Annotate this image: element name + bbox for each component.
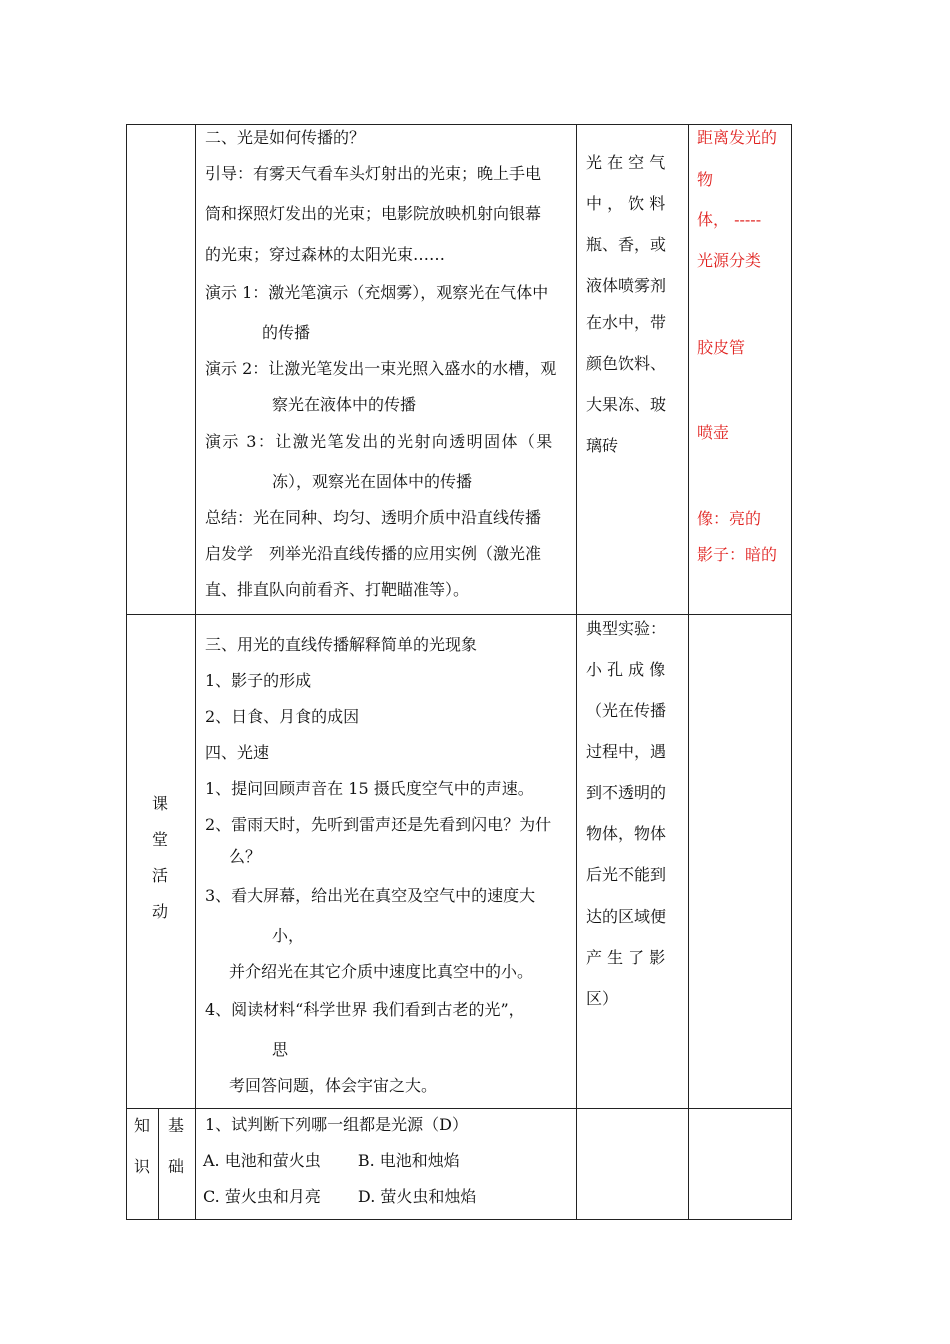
row-label-char: 础 <box>168 1157 185 1176</box>
speed-item-4-line-3: 考回答问题，体会宇宙之大。 <box>229 1076 438 1095</box>
materials-line: 颜色饮料、 <box>586 354 667 373</box>
experiment-line: 区） <box>586 989 619 1008</box>
materials-line: 液体喷雾剂 <box>586 276 667 295</box>
speed-item-3-line-1: 3、看大屏幕，给出光在真空及空气中的速度大 <box>205 886 536 905</box>
summary-line: 总结：光在同种、均匀、透明介质中沿直线传播 <box>205 508 542 527</box>
speed-item-4-line-2: 思 <box>272 1040 289 1059</box>
table-border-bottom <box>126 1219 792 1220</box>
table-border-right <box>791 124 792 1220</box>
experiment-line: 小 孔 成 像 <box>586 660 666 679</box>
speed-item-3-line-3: 并介绍光在其它介质中速度比真空中的小。 <box>229 962 534 981</box>
column-divider-3 <box>688 124 689 1220</box>
speed-item-4-line-1: 4、阅读材料“科学世界 我们看到古老的光”， <box>205 1000 525 1019</box>
materials-line: 璃砖 <box>586 436 619 455</box>
experiment-line: 后光不能到 <box>586 865 667 884</box>
section-heading-propagation: 二、光是如何传播的？ <box>205 128 366 147</box>
experiment-line: 典型实验： <box>586 619 667 638</box>
question-options-cd: C. 萤火虫和月亮 D. 萤火虫和烛焰 <box>203 1187 477 1206</box>
experiment-line: 物体，物体 <box>586 824 667 843</box>
column-divider-1 <box>195 124 196 1220</box>
question-options-ab: A. 电池和萤火虫 B. 电池和烛焰 <box>203 1151 460 1170</box>
note-line: 像：亮的 <box>697 509 762 528</box>
section-heading-speed: 四、光速 <box>205 743 270 762</box>
row-label-char: 基 <box>168 1116 185 1135</box>
inspire-line-1: 启发学 列举光沿直线传播的应用实例（激光准 <box>205 544 542 563</box>
row-label-char: 知 <box>134 1116 151 1135</box>
experiment-line: 产 生 了 影 <box>586 948 666 967</box>
row-label-char: 识 <box>134 1157 151 1176</box>
column-divider-label-sub <box>158 1108 159 1220</box>
experiment-line: （光在传播 <box>586 701 667 720</box>
row-label-char: 堂 <box>152 830 169 849</box>
row-label-char: 动 <box>152 902 169 921</box>
demo3-line-2: 冻），观察光在固体中的传播 <box>272 472 473 491</box>
inspire-line-2: 直、排直队向前看齐、打靶瞄准等）。 <box>205 580 470 599</box>
materials-line: 在水中，带 <box>586 313 667 332</box>
note-line: 喷壶 <box>697 423 730 442</box>
experiment-line: 达的区域便 <box>586 907 667 926</box>
demo3-line-1: 演示 3：让激光笔发出的光射向透明固体（果 <box>205 432 554 451</box>
demo1-line-1: 演示 1：激光笔演示（充烟雾），观察光在气体中 <box>205 283 549 302</box>
note-line: 光源分类 <box>697 251 762 270</box>
note-line: 距离发光的 <box>697 128 778 147</box>
column-divider-2 <box>576 124 577 1220</box>
note-line: 胶皮管 <box>697 338 746 357</box>
row-label-char: 活 <box>152 866 169 885</box>
item-eclipse: 2、日食、月食的成因 <box>205 707 360 726</box>
speed-item-2-line-2: 么？ <box>229 847 262 866</box>
materials-line: 中 ， 饮 料 <box>586 194 666 213</box>
demo2-line-1: 演示 2：让激光笔发出一束光照入盛水的水槽，观 <box>205 359 557 378</box>
experiment-line: 到不透明的 <box>586 783 667 802</box>
note-line: 体， ----- <box>697 210 762 229</box>
speed-item-3-line-2: 小， <box>272 926 305 945</box>
row-divider-1 <box>126 614 792 615</box>
table-border-top <box>126 124 792 125</box>
experiment-line: 过程中，遇 <box>586 742 667 761</box>
materials-line: 大果冻、玻 <box>586 395 667 414</box>
section-heading-explain: 三、用光的直线传播解释简单的光现象 <box>205 635 478 654</box>
item-shadow: 1、影子的形成 <box>205 671 312 690</box>
row-divider-2 <box>126 1108 792 1109</box>
table-border-left <box>126 124 127 1220</box>
materials-line: 光 在 空 气 <box>586 153 666 172</box>
note-line: 影子：暗的 <box>697 545 778 564</box>
guide-line-3: 的光束；穿过森林的太阳光束…… <box>205 245 446 264</box>
demo2-line-2: 察光在液体中的传播 <box>272 395 417 414</box>
row-label-char: 课 <box>152 794 169 813</box>
demo1-line-2: 的传播 <box>262 323 311 342</box>
speed-item-1: 1、提问回顾声音在 15 摄氏度空气中的声速。 <box>205 779 534 798</box>
guide-line-1: 引导：有雾天气看车头灯射出的光束；晚上手电 <box>205 164 542 183</box>
question-prompt: 1、试判断下列哪一组都是光源（D） <box>205 1115 469 1134</box>
speed-item-2-line-1: 2、雷雨天时，先听到雷声还是先看到闪电？为什 <box>205 815 552 834</box>
materials-line: 瓶、香，或 <box>586 235 667 254</box>
note-line: 物 <box>697 170 714 189</box>
guide-line-2: 筒和探照灯发出的光束；电影院放映机射向银幕 <box>205 204 542 223</box>
